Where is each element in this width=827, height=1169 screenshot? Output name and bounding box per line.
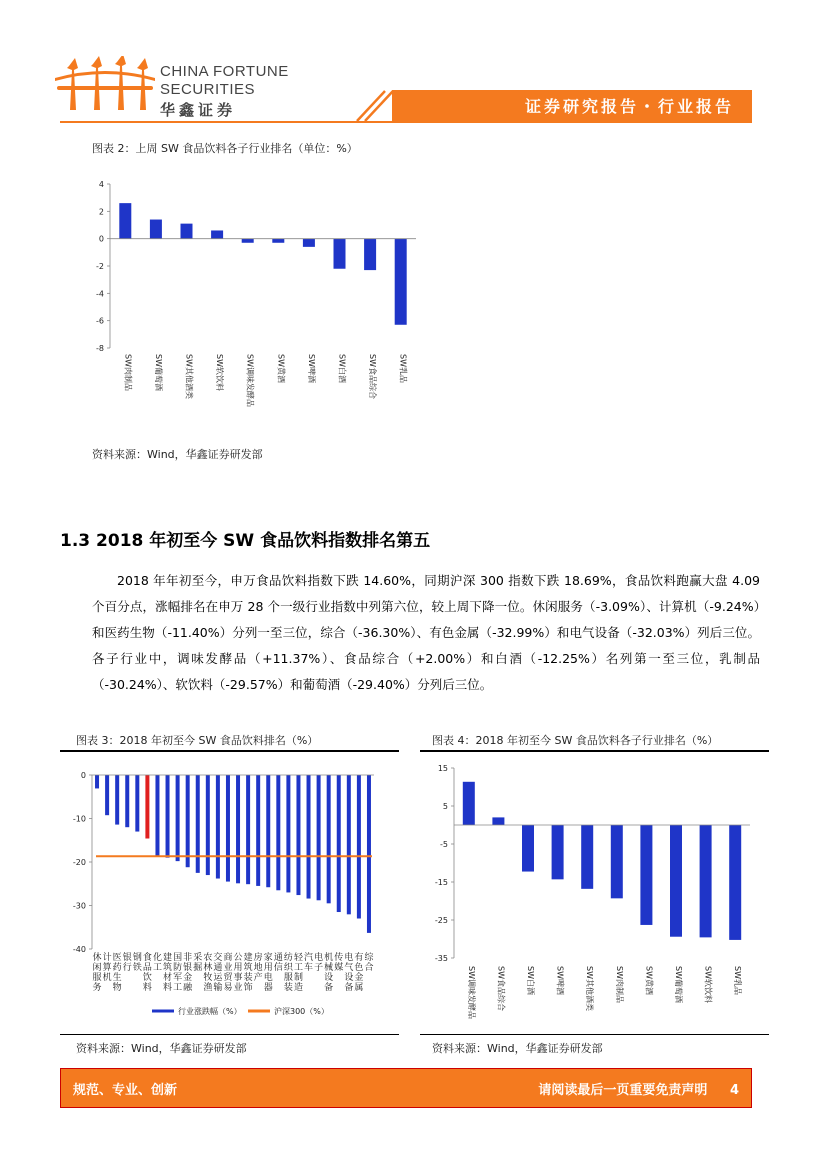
x-tick-label: 化工 — [152, 953, 162, 973]
x-tick-label: 计算机 — [102, 953, 112, 983]
x-tick-label: SW肉制品 — [614, 966, 624, 1003]
x-tick-label: SW乳品 — [398, 354, 408, 383]
x-tick-label: 商业贸易 — [223, 953, 233, 993]
bar — [266, 775, 270, 887]
y-tick-label: -15 — [434, 878, 448, 887]
header-underline — [60, 121, 752, 123]
bar — [640, 825, 652, 925]
y-tick-label: 2 — [98, 207, 104, 217]
bar — [357, 775, 361, 919]
x-tick-label: SW黄酒 — [644, 966, 654, 995]
bar — [145, 775, 149, 839]
y-tick-label: 5 — [442, 802, 448, 811]
fig3-bottom-rule — [60, 1034, 399, 1035]
bar — [206, 775, 210, 875]
x-tick-label: SW软饮料 — [215, 354, 225, 391]
bar — [729, 825, 741, 940]
bar — [150, 220, 162, 239]
bar — [226, 775, 230, 882]
x-tick-label: 房地产 — [253, 953, 263, 983]
bar — [307, 775, 311, 899]
x-tick-label: 有色金属 — [354, 953, 364, 993]
bar — [367, 775, 371, 933]
x-tick-label: 国防军工 — [173, 953, 183, 993]
bar — [581, 825, 593, 889]
bar — [492, 817, 504, 825]
x-tick-label: 通信 — [273, 953, 283, 973]
y-tick-label: -25 — [434, 916, 448, 925]
bar — [296, 775, 300, 895]
y-tick-label: -6 — [96, 316, 104, 326]
fig2-caption: 图表 2：上周 SW 食品饮料各子行业排名（单位：%） — [92, 142, 358, 155]
bar — [115, 775, 119, 825]
bar — [181, 224, 193, 239]
bar — [463, 782, 475, 825]
fig4-chart — [420, 760, 770, 1030]
y-tick-label: 15 — [437, 764, 448, 773]
x-tick-label: SW啤酒 — [306, 354, 316, 383]
x-tick-label: 医药生物 — [112, 953, 122, 993]
bar — [334, 239, 346, 269]
page-number: 4 — [729, 1082, 739, 1098]
x-tick-label: 机械设备 — [324, 953, 334, 993]
bar — [236, 775, 240, 883]
bar — [522, 825, 534, 872]
legend-label-industry: 行业涨跌幅（%） — [178, 1007, 242, 1016]
fig4-bottom-rule — [420, 1034, 769, 1035]
company-name-en-2: SECURITIES — [160, 81, 256, 98]
x-tick-label: SW调味发酵品 — [245, 354, 255, 407]
x-tick-label: 公用事业 — [233, 953, 243, 993]
report-type-bar: 证券研究报告・行业报告 — [392, 90, 752, 121]
x-tick-label: SW食品综合 — [496, 966, 506, 1011]
section-paragraph: 2018 年年初至今，申万食品饮料指数下跌 14.60%，同期沪深 300 指数下跌 18.69%，食品饮料跑赢大盘 4.09 个百分点，涨幅排名在申万 28 个一级行业指数中列第六位，较上周下降一位。休闲服务（-3.09%）、计算机（-9.24%）和医药生物（-11.40%）分列一至三位，综合（-36.30%）、有色金属（-32.99%）和电气设备（-32.03%）列后三位。各子行业中，调味发酵品（+11.37%）、食品综合（+2.00%）和白酒（-12.25%）名列第一至三位，乳制品（-30.24%）、软饮料（-29.57%）和葡萄酒（-29.40%）分列后三位。 — [92, 573, 760, 692]
bar — [256, 775, 260, 886]
bar — [135, 775, 139, 832]
bar — [303, 239, 315, 247]
footer-disclaimer: 请阅读最后一页重要免责声明 — [538, 1082, 708, 1098]
x-tick-label: 纺织服装 — [283, 953, 293, 993]
y-tick-label: 0 — [98, 234, 104, 244]
x-tick-label: 电气设备 — [344, 953, 354, 993]
x-tick-label: 食品饮料 — [142, 953, 152, 993]
bar — [242, 239, 254, 243]
company-name-en-1: CHINA FORTUNE — [160, 63, 289, 80]
x-tick-label: 建筑材料 — [163, 953, 173, 993]
bar — [119, 203, 131, 239]
bar — [337, 775, 341, 912]
bar — [347, 775, 351, 914]
y-tick-label: -4 — [96, 289, 104, 299]
bar — [211, 230, 223, 238]
x-tick-label: SW葡萄酒 — [674, 966, 683, 1003]
y-tick-label: -8 — [96, 344, 104, 353]
x-tick-label: 交通运输 — [213, 953, 223, 993]
x-tick-label: SW乳品 — [733, 966, 743, 995]
fig3-source: 资料来源：Wind，华鑫证券研发部 — [76, 1042, 247, 1055]
bar — [700, 825, 712, 937]
bar — [125, 775, 129, 827]
y-tick-label: -10 — [72, 814, 86, 824]
y-tick-label: -20 — [72, 858, 86, 867]
bar — [95, 775, 99, 788]
bar — [276, 775, 280, 890]
fig3-chart — [60, 760, 400, 1025]
y-tick-label: -2 — [96, 262, 104, 271]
x-tick-label: SW白酒 — [526, 966, 535, 995]
bar — [186, 775, 190, 867]
x-tick-label: SW其他酒类 — [184, 354, 194, 399]
footer-bar — [60, 1068, 752, 1108]
x-tick-label: 休闲服务 — [92, 953, 102, 993]
footer-right — [538, 1079, 739, 1098]
fig4-source: 资料来源：Wind，华鑫证券研发部 — [432, 1042, 603, 1055]
bar — [395, 239, 407, 325]
bar — [166, 775, 170, 858]
bar — [286, 775, 290, 892]
fig2-source: 资料来源：Wind，华鑫证券研发部 — [92, 448, 263, 461]
bar — [317, 775, 321, 900]
x-tick-label: 建筑装饰 — [243, 953, 253, 993]
x-tick-label: 家用电器 — [263, 953, 273, 993]
y-tick-label: -30 — [72, 901, 86, 911]
x-tick-label: 采掘 — [193, 953, 203, 973]
fig3-top-rule — [60, 750, 399, 752]
y-tick-label: -40 — [72, 945, 86, 954]
footer-slogan: 规范、专业、创新 — [73, 1082, 178, 1098]
fig4-top-rule — [420, 750, 769, 752]
x-tick-label: 农林牧渔 — [203, 953, 213, 993]
y-tick-label: 0 — [80, 771, 86, 780]
x-tick-label: 电子 — [314, 953, 324, 973]
bar — [216, 775, 220, 879]
bar — [364, 239, 376, 270]
x-tick-label: SW其他酒类 — [585, 966, 595, 1011]
fig4-caption: 图表 4：2018 年初至今 SW 食品饮料各子行业排名（%） — [432, 734, 719, 747]
bar — [105, 775, 109, 815]
bar — [272, 239, 284, 243]
x-tick-label: 轻工制造 — [293, 953, 303, 993]
bar — [155, 775, 159, 856]
legend-label-hs300: 沪深300（%） — [274, 1007, 329, 1016]
x-tick-label: SW软饮料 — [703, 966, 713, 1003]
fig3-caption: 图表 3：2018 年初至今 SW 食品饮料排名（%） — [76, 734, 319, 747]
bar — [611, 825, 623, 898]
bar — [196, 775, 200, 873]
x-tick-label: SW食品综合 — [368, 354, 378, 399]
bar — [176, 775, 180, 861]
x-tick-label: 钢铁 — [132, 953, 142, 973]
x-tick-label: 传媒 — [334, 953, 344, 973]
fig2-chart — [80, 170, 430, 430]
x-tick-label: 银行 — [122, 953, 132, 973]
section-title: 1.3 2018 年初至今 SW 食品饮料指数排名第五 — [60, 531, 431, 551]
y-tick-label: 4 — [98, 180, 104, 189]
x-tick-label: 综合 — [364, 953, 374, 973]
bar — [246, 775, 250, 884]
x-tick-label: SW调味发酵品 — [466, 966, 476, 1019]
bar — [327, 775, 331, 903]
logo-figures-icon — [55, 56, 155, 118]
x-tick-label: SW啤酒 — [555, 966, 565, 995]
x-tick-label: SW白酒 — [337, 354, 347, 383]
company-logo — [55, 56, 155, 118]
company-name-cn: 华鑫证券 — [160, 101, 237, 119]
bar — [552, 825, 564, 879]
x-tick-label: SW黄酒 — [276, 354, 286, 383]
x-tick-label: SW葡萄酒 — [153, 354, 163, 391]
x-tick-label: SW肉制品 — [123, 354, 133, 391]
bar — [670, 825, 682, 937]
y-tick-label: -35 — [434, 954, 448, 963]
x-tick-label: 汽车 — [304, 953, 314, 973]
x-tick-label: 非银金融 — [183, 953, 193, 993]
y-tick-label: -5 — [440, 840, 448, 849]
